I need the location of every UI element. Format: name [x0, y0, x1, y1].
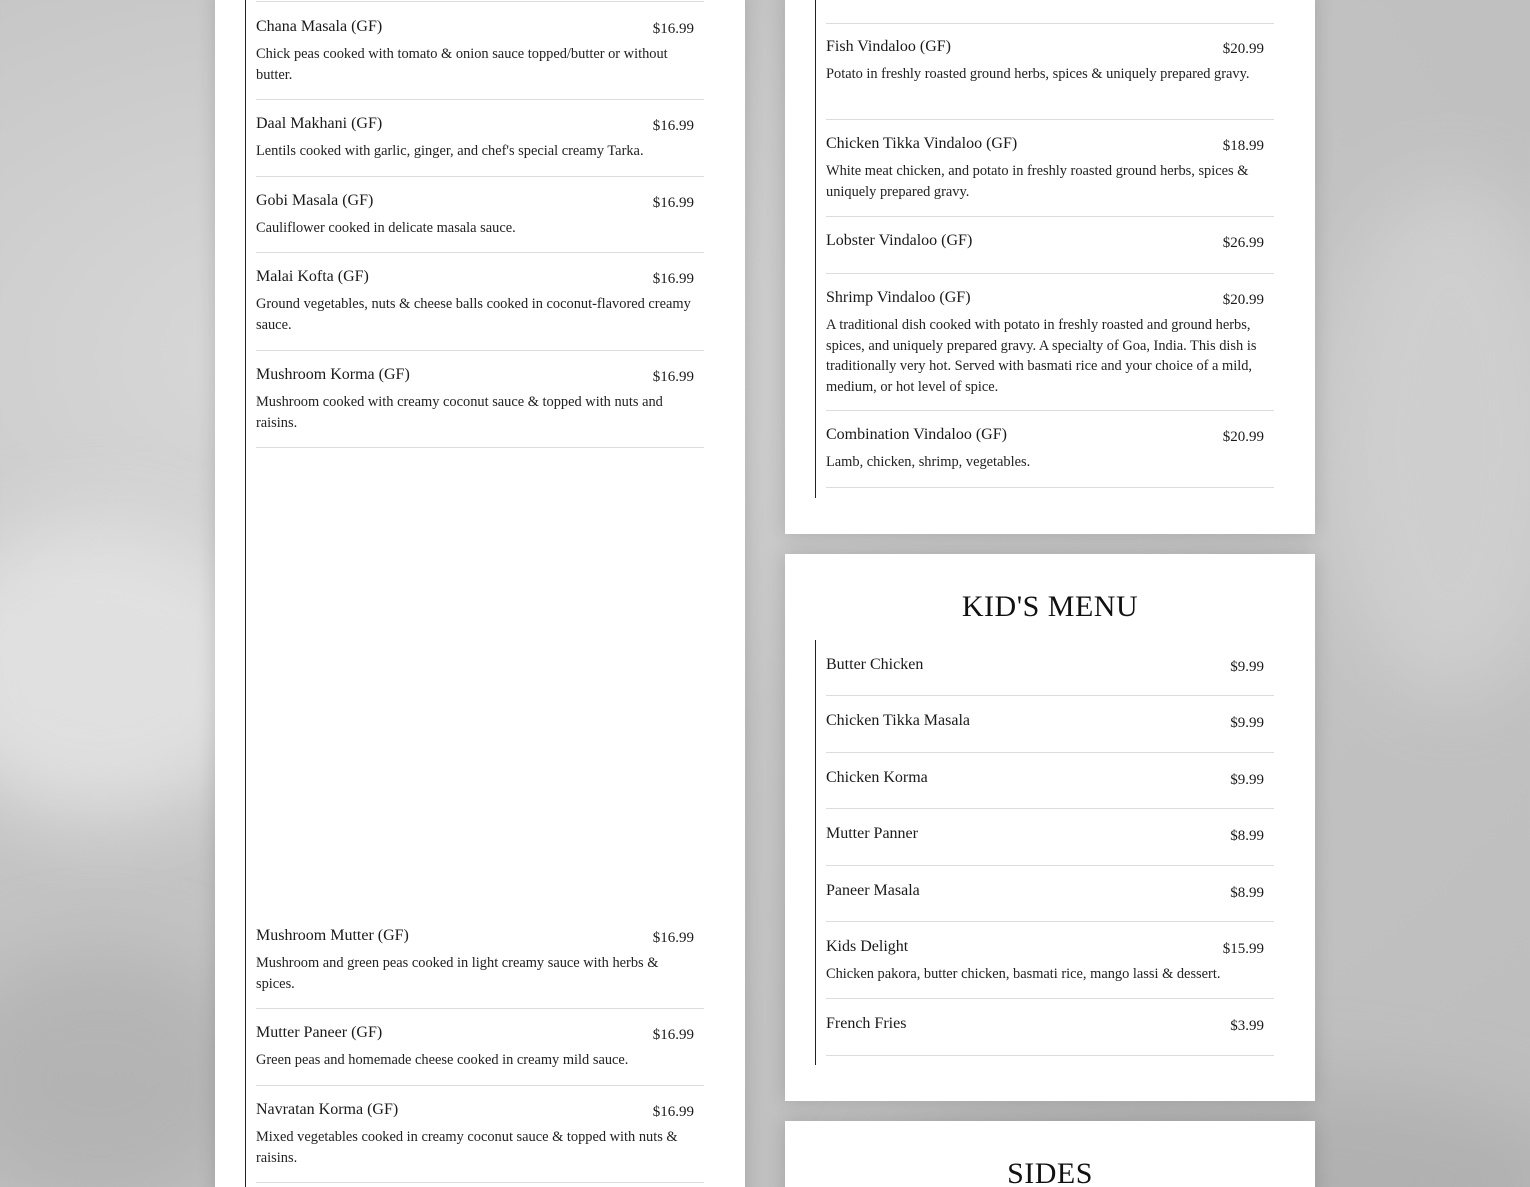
item-price: $18.99	[1222, 138, 1264, 154]
section-rule	[815, 640, 816, 1065]
item-price: $16.99	[652, 369, 694, 385]
item-description: A traditional dish cooked with potato in freshly roasted and ground herbs, spices, and uniquely prepared gravy. A specialty of Goa, India. This dish is traditionally very hot. Served with basmati rice and your choice of a mild, medium, or hot level of spice.	[826, 317, 1257, 395]
item-name: French Fries	[826, 1015, 907, 1032]
menu-item-chana-masala	[256, 18, 704, 100]
item-price: $16.99	[652, 21, 694, 37]
item-name: Lobster Vindaloo (GF)	[826, 232, 973, 249]
menu-item-lobster-vindaloo	[826, 232, 1274, 274]
section-rule	[815, 0, 816, 498]
menu-item-navratan-korma	[256, 1101, 704, 1183]
item-name: Chicken Tikka Vindaloo (GF)	[826, 135, 1018, 152]
left-menu-panel	[215, 0, 745, 1187]
item-price: $16.99	[652, 195, 694, 211]
item-price: $20.99	[1222, 429, 1264, 445]
item-price: $15.99	[1222, 941, 1264, 957]
menu-item-daal-makhani	[256, 115, 704, 177]
menu-item-french-fries	[826, 1015, 1274, 1056]
item-name: Daal Makhani (GF)	[256, 115, 383, 132]
item-description: Lamb, chicken, shrimp, vegetables.	[826, 454, 1031, 470]
menu-item-kids-delight	[826, 938, 1274, 999]
item-description: Mixed vegetables cooked in creamy coconut sauce & topped with nuts & raisins.	[256, 1129, 678, 1166]
item-price: $8.99	[1230, 885, 1264, 901]
menu-item-mushroom-korma	[256, 366, 704, 448]
item-name: Mutter Paneer (GF)	[256, 1024, 383, 1041]
item-price: $9.99	[1230, 772, 1264, 788]
menu-item-paneer-masala	[826, 882, 1274, 922]
item-price: $16.99	[652, 1027, 694, 1043]
menu-item-mutter-panner	[826, 825, 1274, 866]
item-name: Chana Masala (GF)	[256, 18, 383, 35]
item-price: $16.99	[652, 1104, 694, 1120]
item-description: Cauliflower cooked in delicate masala sauce.	[256, 220, 516, 236]
item-description: Potato in freshly roasted ground herbs, spices & uniquely prepared gravy.	[826, 66, 1250, 82]
item-name: Fish Vindaloo (GF)	[826, 38, 951, 55]
item-name: Paneer Masala	[826, 882, 920, 899]
item-name: Malai Kofta (GF)	[256, 268, 369, 285]
sides-panel	[785, 1121, 1315, 1187]
menu-item-mushroom-mutter	[256, 927, 704, 1009]
item-name: Butter Chicken	[826, 656, 924, 673]
menu-item-chicken-korma	[826, 769, 1274, 809]
item-price: $20.99	[1222, 41, 1264, 57]
item-name: Kids Delight	[826, 938, 909, 955]
item-description: Lentils cooked with garlic, ginger, and chef's special creamy Tarka.	[256, 143, 644, 159]
item-description: Mushroom cooked with creamy coconut sauce & topped with nuts and raisins.	[256, 394, 663, 431]
divider	[256, 1, 704, 2]
divider	[826, 23, 1274, 24]
menu-item-gobi-masala	[256, 192, 704, 253]
item-name: Chicken Korma	[826, 769, 928, 786]
item-price: $9.99	[1230, 659, 1264, 675]
item-description: Chick peas cooked with tomato & onion sauce topped/butter or without butter.	[256, 46, 668, 83]
item-name: Gobi Masala (GF)	[256, 192, 374, 209]
item-price: $16.99	[652, 930, 694, 946]
item-price: $8.99	[1230, 828, 1264, 844]
item-price: $3.99	[1230, 1018, 1264, 1034]
item-name: Mushroom Mutter (GF)	[256, 927, 409, 944]
item-name: Combination Vindaloo (GF)	[826, 426, 1007, 443]
menu-item-chicken-tikka-masala	[826, 712, 1274, 753]
item-description: Mushroom and green peas cooked in light creamy sauce with herbs & spices.	[256, 955, 659, 992]
item-description-cut	[826, 0, 861, 1]
kids-menu-panel	[785, 554, 1315, 1101]
menu-item-fish-vindaloo	[826, 38, 1274, 120]
menu-item-mutter-paneer	[256, 1024, 704, 1086]
menu-item-malai-kofta	[256, 268, 704, 351]
menu-item-combination-vindaloo	[826, 426, 1274, 488]
section-rule	[245, 0, 246, 1187]
vindaloo-panel	[785, 0, 1315, 534]
item-name: Mushroom Korma (GF)	[256, 366, 410, 383]
item-description: Green peas and homemade cheese cooked in creamy mild sauce.	[256, 1052, 629, 1068]
item-description: Ground vegetables, nuts & cheese balls cooked in coconut-flavored creamy sauce.	[256, 296, 691, 333]
menu-item-shrimp-vindaloo	[826, 289, 1274, 411]
item-price: $16.99	[652, 118, 694, 134]
item-name: Chicken Tikka Masala	[826, 712, 970, 729]
item-name: Navratan Korma (GF)	[256, 1101, 399, 1118]
section-title: KID'S MENU	[961, 590, 1139, 623]
item-name: Mutter Panner	[826, 825, 918, 842]
item-price: $9.99	[1230, 715, 1264, 731]
item-description: White meat chicken, and potato in freshly roasted ground herbs, spices & uniquely prepared gravy.	[826, 163, 1249, 200]
item-price: $20.99	[1222, 292, 1264, 308]
item-price: $26.99	[1222, 235, 1264, 251]
menu-item-butter-chicken	[826, 656, 1274, 696]
menu-item-chicken-tikka-vindaloo	[826, 135, 1274, 217]
section-title: SIDES	[1007, 1157, 1093, 1187]
item-price: $16.99	[652, 271, 694, 287]
item-description: Chicken pakora, butter chicken, basmati rice, mango lassi & dessert.	[826, 966, 1221, 982]
item-name: Shrimp Vindaloo (GF)	[826, 289, 971, 306]
